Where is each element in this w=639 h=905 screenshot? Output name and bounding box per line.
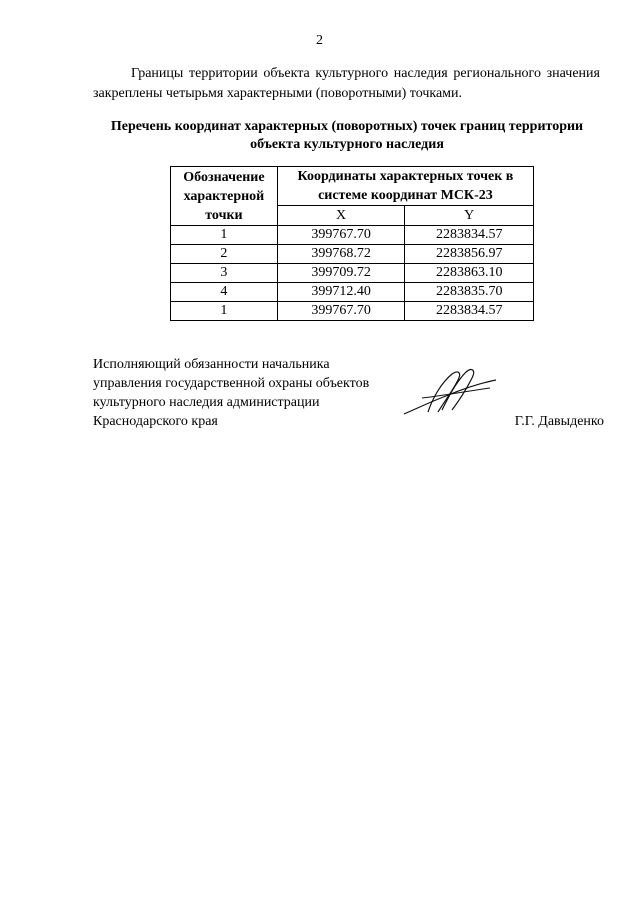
cell-point: 3 [171, 264, 278, 283]
cell-point: 4 [171, 283, 278, 302]
cell-x: 399767.70 [277, 226, 405, 245]
signer-name: Г.Г. Давыденко [514, 414, 604, 429]
signatory-title-line: Исполняющий обязанности начальника [93, 357, 330, 372]
header-coordinates-line: Координаты характерных точек в [297, 169, 514, 184]
header-point-designation [171, 167, 278, 226]
cell-x: 399768.72 [277, 245, 405, 264]
header-x: X [277, 206, 405, 226]
handwritten-signature [400, 362, 500, 422]
cell-y: 2283856.97 [405, 245, 534, 264]
cell-x: 399712.40 [277, 283, 405, 302]
cell-y: 2283835.70 [405, 283, 534, 302]
coordinates-table [170, 166, 534, 321]
header-coordinates-line: системе координат МСК-23 [318, 188, 493, 203]
signatory-title-line: Краснодарского края [93, 414, 218, 429]
table-heading-line-1: Перечень координат характерных (поворотных) точек границ территории [110, 119, 584, 134]
intro-paragraph: Границы территории объекта культурного наследия регионального значения закреплены четырьмя характерными (поворотными) точками. [93, 66, 600, 101]
table-row [171, 264, 534, 283]
signatory-title [93, 355, 413, 431]
cell-y: 2283834.57 [405, 226, 534, 245]
table-heading-line-2: объекта культурного наследия [250, 137, 444, 152]
table-row [171, 283, 534, 302]
cell-y: 2283834.57 [405, 302, 534, 321]
header-point-line: точки [205, 207, 243, 223]
header-coordinates [277, 167, 533, 206]
cell-point: 2 [171, 245, 278, 264]
signatory-title-line: управления государственной охраны объектов [93, 376, 370, 391]
signatory-title-line: культурного наследия администрации [93, 395, 320, 410]
table-heading [80, 118, 614, 154]
cell-y: 2283863.10 [405, 264, 534, 283]
header-point-line: Обозначение [183, 169, 265, 185]
header-y: Y [405, 206, 534, 226]
cell-x: 399709.72 [277, 264, 405, 283]
table-row [171, 226, 534, 245]
cell-point: 1 [171, 302, 278, 321]
cell-x: 399767.70 [277, 302, 405, 321]
cell-point: 1 [171, 226, 278, 245]
table-row [171, 302, 534, 321]
table-row [171, 245, 534, 264]
header-point-line: характерной [183, 188, 265, 204]
page-number: 2 [316, 33, 323, 48]
